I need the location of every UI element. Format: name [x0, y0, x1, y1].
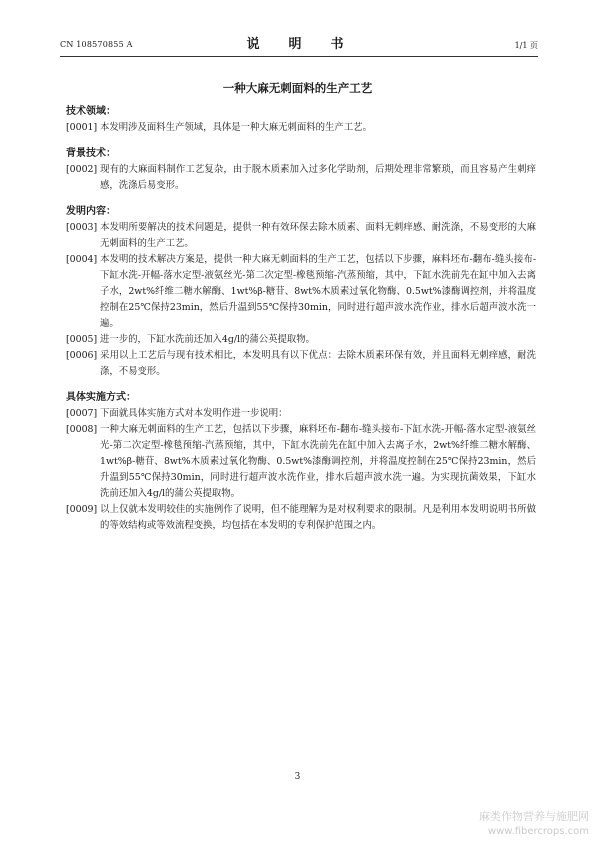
paragraph-number: [0002]	[66, 164, 98, 175]
watermark-site-name: 麻类作物营养与施肥网	[479, 810, 589, 823]
paragraph-text: 以上仅就本发明较佳的实施例作了说明，但不能理解为是对权利要求的限制。凡是利用本发明说明书所做的等效结构或等效流程变换，均包括在本发明的专利保护范围之内。	[100, 504, 536, 531]
paragraph-text: 现有的大麻面料制作工艺复杂，由于脱木质素加入过多化学助剂，后期处理非常繁琐，而且容易产生刺痒感，洗涤后易变形。	[100, 164, 536, 191]
section-heading-technical-field: 技术领域：	[66, 106, 116, 117]
patent-title: 一种大麻无刺面料的生产工艺	[222, 81, 373, 95]
paragraph-text: 进一步的，下缸水洗前还加入4g/l的蒲公英提取物。	[100, 334, 315, 345]
paragraph-number: [0003]	[66, 222, 98, 233]
paragraph	[66, 120, 536, 136]
watermark-url: www.fibercrops.com	[487, 826, 589, 837]
paragraph-text: 采用以上工艺后与现有技术相比，本发明具有以下优点：去除木质素环保有效，并且面料无刺痒感，耐洗涤，不易变形。	[100, 350, 536, 377]
paragraph	[66, 348, 536, 380]
page-number: 3	[294, 772, 301, 782]
paragraph	[66, 332, 536, 348]
paragraph-number: [0004]	[66, 254, 98, 265]
section-heading-embodiment: 具体实施方式：	[66, 392, 136, 403]
site-watermark	[479, 808, 589, 837]
paragraph	[66, 220, 536, 252]
paragraph-number: [0001]	[66, 122, 98, 133]
paragraph-number: [0005]	[66, 334, 98, 345]
paragraph-number: [0007]	[66, 408, 98, 419]
paragraph-text: 一种大麻无刺面料的生产工艺，包括以下步骤，麻料坯布-翻布-缝头接布-下缸水洗-开幅-落水定型-液氨丝光-第二次定型-橡毯预缩-汽蒸预缩，其中，下缸水洗前先在缸中加入去离子水，2wt%纤维二糖水解酶、1wt%β-糖苷、8wt%木质素过氧化物酶、0.5wt%漆酶调控剂，并将温度控制在25℃保持23min，然后升温到55℃保持30min，同时进行超声波水洗作业，排水后超声波水洗一遍。为实现抗菌效果，下缸水洗前还加入4g/l的蒲公英提取物。	[100, 424, 536, 499]
paragraph	[66, 162, 536, 194]
paragraph	[66, 406, 536, 422]
document-header	[60, 30, 538, 57]
paragraph-number: [0009]	[66, 504, 98, 515]
paragraph-text: 本发明的技术解决方案是，提供一种大麻无刺面料的生产工艺，包括以下步骤，麻料坯布-翻布-缝头接布-下缸水洗-开幅-落水定型-液氨丝光-第二次定型-橡毯预缩-汽蒸预缩，其中，下缸水洗前先在缸中加入去离子水，2wt%纤维二糖水解酶、1wt%β-糖苷、8wt%木质素过氧化物酶、0.5wt%漆酶调控剂，并将温度控制在25℃保持23min，然后升温到55℃保持30min，同时进行超声波水洗作业，排水后超声波水洗一遍。	[100, 254, 536, 329]
paragraph	[66, 502, 536, 534]
page-indicator: 1/1 页	[514, 41, 538, 50]
paragraph-number: [0008]	[66, 424, 98, 435]
section-heading-background: 背景技术：	[66, 148, 116, 159]
paragraph-text: 下面就具体实施方式对本发明作进一步说明：	[100, 408, 288, 419]
paragraph	[66, 252, 536, 332]
paragraph-number: [0006]	[66, 350, 98, 361]
document-type-title: 说 明 书	[246, 37, 352, 52]
document-body	[66, 104, 536, 534]
paragraph	[66, 422, 536, 502]
paragraph-text: 本发明所要解决的技术问题是，提供一种有效环保去除木质素、面料无刺痒感、耐洗涤，不易变形的大麻无刺面料的生产工艺。	[100, 222, 536, 249]
paragraph-text: 本发明涉及面料生产领域，具体是一种大麻无刺面料的生产工艺。	[100, 122, 372, 133]
patent-number: CN 108570855 A	[60, 40, 133, 49]
section-heading-summary: 发明内容：	[66, 206, 116, 217]
